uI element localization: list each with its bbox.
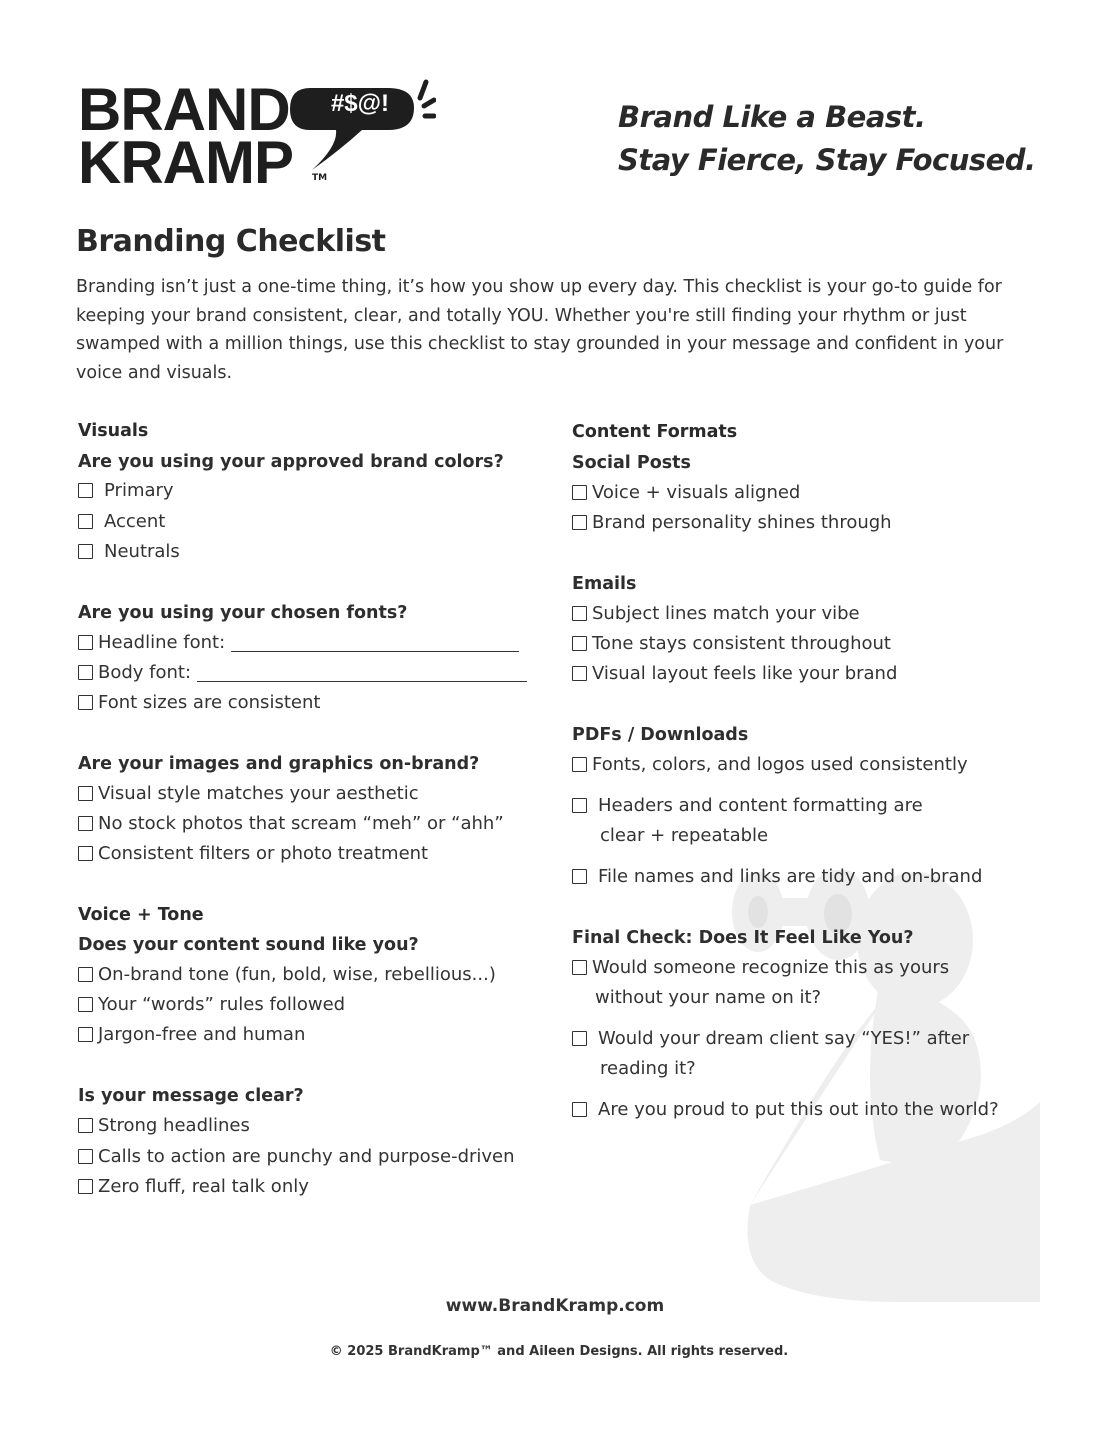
checkbox[interactable] (572, 1031, 587, 1046)
subheading-final-check: Final Check: Does It Feel Like You? (572, 928, 914, 948)
checklist-item (572, 865, 982, 889)
body-font-blank-line[interactable] (197, 681, 527, 682)
checkbox[interactable] (78, 846, 93, 861)
logo-word-brand: BRAND (78, 76, 290, 143)
checkbox[interactable] (572, 485, 587, 500)
checkbox[interactable] (572, 1102, 587, 1117)
checklist-item (572, 1098, 999, 1122)
checklist-item (572, 662, 897, 686)
checkbox[interactable] (572, 869, 587, 884)
item-label: Primary (104, 480, 174, 501)
checkbox[interactable] (78, 1118, 93, 1133)
checklist-item (78, 540, 180, 564)
checkbox[interactable] (78, 695, 93, 710)
checkbox[interactable] (78, 665, 93, 680)
item-label: File names and links are tidy and on-brand (598, 866, 983, 887)
brand-logo (78, 58, 448, 196)
item-label: Neutrals (104, 541, 180, 562)
checklist-item (572, 602, 860, 626)
checkbox[interactable] (78, 483, 93, 498)
checklist-item (78, 993, 345, 1017)
item-label: Would someone recognize this as yours (592, 957, 950, 978)
section-heading-visuals: Visuals (78, 421, 149, 441)
checklist-item (78, 691, 320, 715)
item-label: Your “words” rules followed (98, 994, 346, 1015)
checklist-item (78, 1114, 250, 1138)
checkbox[interactable] (78, 1149, 93, 1164)
checkbox[interactable] (78, 1179, 93, 1194)
item-label: Subject lines match your vibe (592, 603, 860, 624)
checkbox[interactable] (572, 757, 587, 772)
checklist-item (78, 1023, 305, 1047)
intro-paragraph: Branding isn’t just a one-time thing, it’s how you show up every day. This checklist is your go-to guide for keeping your brand consistent, clear, and totally YOU. Whether you're still finding your rhythm or just swamped with a million things, use this checklist to stay grounded in your message and confident in your voice and visuals. (76, 277, 1004, 383)
checkbox[interactable] (78, 1027, 93, 1042)
item-label: Consistent filters or photo treatment (98, 843, 429, 864)
checklist-item (572, 956, 949, 980)
checklist-item (78, 1145, 515, 1169)
checklist-item (78, 631, 519, 655)
checkbox[interactable] (78, 997, 93, 1012)
checklist-item (572, 481, 800, 505)
item-label: Headline font: (98, 632, 226, 653)
item-label: Calls to action are punchy and purpose-driven (98, 1146, 515, 1167)
item-label: Fonts, colors, and logos used consistently (592, 754, 968, 775)
checkbox[interactable] (572, 636, 587, 651)
checkbox[interactable] (78, 514, 93, 529)
subheading-emails: Emails (572, 574, 637, 594)
checkbox[interactable] (572, 606, 587, 621)
question-message-clear: Is your message clear? (78, 1086, 304, 1106)
checkbox[interactable] (572, 515, 587, 530)
checklist-item (572, 632, 891, 656)
checklist-item (78, 782, 419, 806)
item-label: Would your dream client say “YES!” after (598, 1028, 970, 1049)
tagline (618, 96, 1036, 182)
item-label: Zero fluff, real talk only (98, 1176, 309, 1197)
logo-trademark: TM (312, 173, 328, 183)
checklist-item (572, 794, 923, 818)
item-label: Accent (104, 511, 166, 532)
copyright-notice: © 2025 BrandKramp™ and Aileen Designs. All rights reserved. (329, 1344, 789, 1359)
checklist-item (78, 661, 527, 685)
logo-word-kramp: KRAMP (78, 129, 293, 196)
footer-website-link[interactable]: www.BrandKramp.com (445, 1296, 665, 1316)
checkbox[interactable] (78, 544, 93, 559)
section-heading-content-formats: Content Formats (572, 422, 738, 442)
question-chosen-fonts: Are you using your chosen fonts? (78, 603, 408, 623)
checklist-item (572, 1027, 969, 1051)
logo-bubble-text: #$@! (330, 90, 390, 117)
question-brand-colors: Are you using your approved brand colors? (78, 452, 504, 472)
tagline-line-2: Stay Fierce, Stay Focused. (618, 143, 1036, 177)
item-label: Visual layout feels like your brand (592, 663, 898, 684)
item-label: Are you proud to put this out into the world? (598, 1099, 999, 1120)
checkbox[interactable] (572, 798, 587, 813)
item-label: On-brand tone (fun, bold, wise, rebellious...) (98, 964, 496, 985)
checklist-item (572, 753, 968, 777)
checklist-item (572, 511, 892, 535)
subheading-pdfs-downloads: PDFs / Downloads (572, 725, 749, 745)
item-label-continued: without your name on it? (595, 987, 822, 1008)
item-label-continued: clear + repeatable (600, 825, 769, 846)
question-content-sound: Does your content sound like you? (78, 935, 419, 955)
item-label: Headers and content formatting are (598, 795, 923, 816)
item-label: Jargon-free and human (98, 1024, 306, 1045)
checkbox[interactable] (78, 786, 93, 801)
page-title: Branding Checklist (76, 224, 386, 259)
checkbox[interactable] (78, 635, 93, 650)
checkbox[interactable] (78, 816, 93, 831)
subheading-social-posts: Social Posts (572, 453, 691, 473)
item-label: Brand personality shines through (592, 512, 892, 533)
checkbox[interactable] (78, 967, 93, 982)
tagline-line-1: Brand Like a Beast. (618, 100, 926, 134)
item-label: Voice + visuals aligned (592, 482, 801, 503)
item-label: Tone stays consistent throughout (592, 633, 891, 654)
item-label: Visual style matches your aesthetic (98, 783, 419, 804)
section-heading-voice-tone: Voice + Tone (78, 905, 204, 925)
headline-font-blank-line[interactable] (231, 651, 519, 652)
checklist-item (78, 842, 428, 866)
item-label: No stock photos that scream “meh” or “ahh” (98, 813, 504, 834)
checklist-item (78, 963, 496, 987)
checkbox[interactable] (572, 666, 587, 681)
item-label: Strong headlines (98, 1115, 250, 1136)
item-label: Font sizes are consistent (98, 692, 321, 713)
checklist-item (78, 510, 165, 534)
item-label: Body font: (98, 662, 192, 683)
checklist-item (78, 812, 504, 836)
question-images-graphics: Are your images and graphics on-brand? (78, 754, 480, 774)
checklist-item (78, 1175, 309, 1199)
item-label-continued: reading it? (600, 1058, 696, 1079)
checklist-item (78, 479, 174, 503)
checkbox[interactable] (572, 960, 587, 975)
